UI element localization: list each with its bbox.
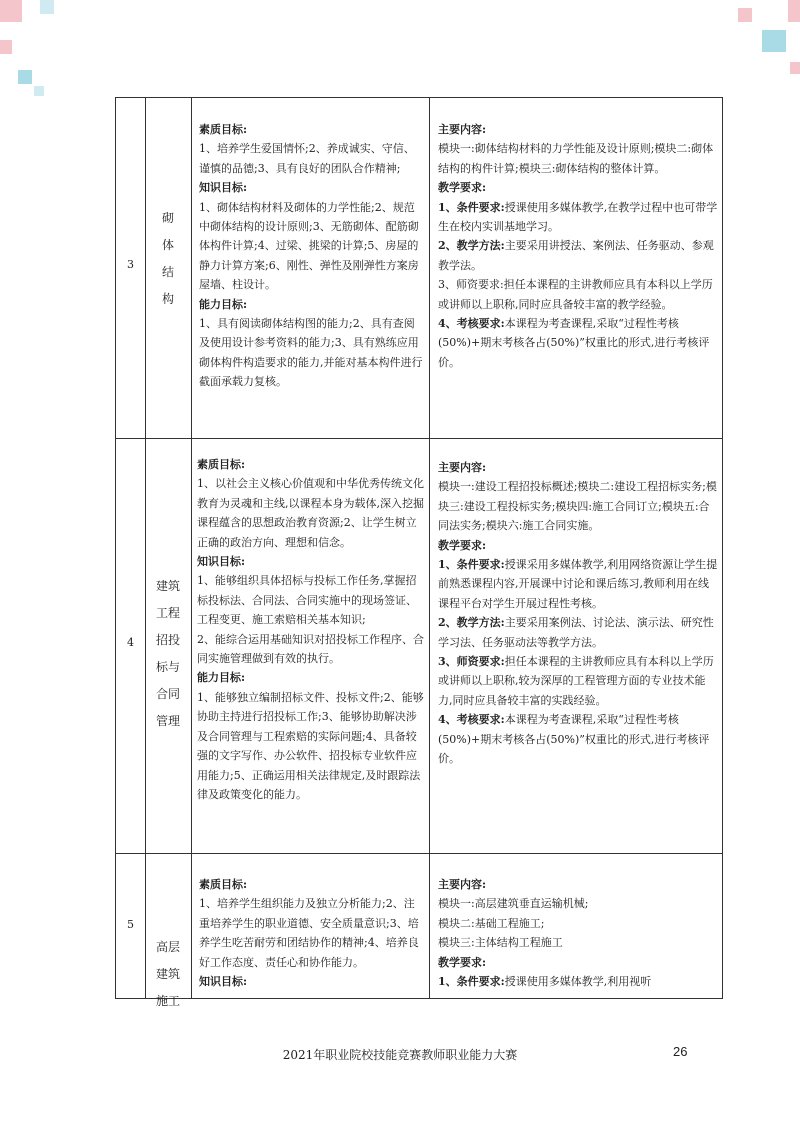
row-divider [116, 438, 722, 439]
pixel-block [788, 0, 800, 22]
section-heading: 主要内容: [438, 878, 487, 891]
course-title-char: 建筑 [155, 579, 180, 593]
course-title [145, 573, 191, 735]
paragraph-text: 1、砌体结构材料及砌体的力学性能;2、规范中砌体结构的设计原则;3、无筋砌体、配筋砌体构件计算;4、过梁、挑梁的计算;5、房屋的静力计算方案;6、刚性、弹性及刚弹性方案房屋墙、柱设计。 [199, 200, 419, 292]
course-content-cell [438, 875, 718, 991]
paragraph-lead: 3、师资要求: [438, 655, 505, 669]
course-title-char: 建筑 [155, 967, 180, 981]
paragraph [199, 314, 424, 392]
section-heading: 素质目标: [199, 123, 248, 136]
paragraph-lead: 4、考核要求: [438, 713, 505, 727]
paragraph [199, 894, 424, 972]
paragraph [438, 314, 718, 372]
paragraph-text: 主要采用讲授法、案例法、任务驱动、参观教学法。 [438, 239, 714, 272]
section-heading: 能力目标: [199, 297, 248, 311]
paragraph [438, 894, 718, 913]
paragraph-lead: 1、条件要求: [438, 200, 505, 214]
section-heading: 素质目标: [199, 878, 248, 891]
paragraph-lead: 2、教学方法: [438, 616, 505, 630]
paragraph-text: 1、具有阅读砌体结构图的能力;2、具有查阅及使用设计参考资料的能力;3、具有熟练应用砌体构件构造要求的能力,并能对基本构件进行截面承载力复核。 [199, 317, 423, 389]
row-number: 5 [127, 918, 134, 931]
course-title-char: 管理 [155, 714, 180, 728]
course-content-cell [438, 120, 718, 372]
paragraph-lead: 4、考核要求: [438, 317, 505, 331]
row-number: 4 [127, 636, 134, 649]
column-divider [191, 98, 192, 998]
section-heading: 教学要求: [438, 955, 487, 969]
course-table [115, 97, 723, 1008]
pixel-block [18, 70, 32, 84]
paragraph [438, 477, 718, 535]
pixel-block [0, 40, 12, 54]
paragraph [438, 198, 718, 237]
pixel-block [0, 0, 22, 22]
paragraph-text: 模块一:建设工程招投标概述;模块二:建设工程招标实务;模块三:建设工程投标实务;模块四:施工合同订立;模块五:合同法实务;模块六:施工合同实施。 [438, 480, 717, 533]
course-title-char: 标与 [155, 660, 180, 674]
page-number: 26 [673, 1044, 688, 1059]
paragraph [438, 555, 718, 613]
section-heading: 主要内容: [438, 123, 487, 136]
paragraph-text: 模块一:高层建筑垂直运输机械; [438, 897, 589, 911]
pixel-block [790, 62, 800, 74]
paragraph-text: 授课使用多媒体教学,利用视听 [504, 975, 652, 989]
section-heading: 能力目标: [197, 671, 246, 685]
row-divider [116, 853, 722, 854]
course-objectives-cell [199, 875, 424, 991]
section-heading: 知识目标: [199, 181, 248, 195]
paragraph-lead: 1、条件要求: [438, 558, 505, 572]
page-footer: 2021年职业院校技能竞赛教师职业能力大赛 [282, 1048, 518, 1062]
paragraph-text: 1、能够独立编制招标文件、投标文件;2、能够协助主持进行招投标工作;3、能够协助解决涉及合同管理与工程索赔的实际问题;4、具备较强的文字写作、办公软件、招投标专业软件应用能力;5、正确运用相关法律规定,及时跟踪法律及政策变化的能力。 [197, 690, 424, 801]
paragraph-text: 授课采用多媒体教学,利用网络资源让学生提前熟悉课程内容,开展课中讨论和课后练习,教师利用在线课程平台对学生开展过程性考核。 [438, 558, 718, 610]
course-title-char: 体 [161, 238, 174, 252]
paragraph-lead: 1、条件要求: [438, 975, 505, 989]
paragraph-text: 2、能综合运用基础知识对招投标工作程序、合同实施管理做到有效的执行。 [197, 632, 424, 666]
paragraph-text: 1、以社会主义核心价值观和中华优秀传统文化教育为灵魂和主线,以课程本身为载体,深入挖掘课程蕴含的思想政治教育资源;2、让学生树立正确的政治方向、理想和信念。 [197, 477, 424, 549]
paragraph [438, 933, 718, 952]
pixel-block [738, 8, 752, 22]
paragraph-text: 1、能够组织具体招标与投标工作任务,掌握招标投标法、合同法、合同实施中的现场签证、工程变更、施工索赔相关基本知识; [197, 574, 417, 627]
paragraph [199, 139, 424, 178]
section-heading: 教学要求: [438, 181, 487, 195]
section-heading: 知识目标: [199, 975, 248, 989]
pixel-block [34, 86, 44, 96]
paragraph-text: 本课程为考查课程,采取“过程性考核(50%)+期末考核各占(50%)”权重比的形式,进行考核评价。 [438, 317, 710, 369]
course-title [145, 205, 191, 313]
pixel-block [762, 30, 786, 52]
paragraph [438, 652, 718, 710]
section-heading: 知识目标: [197, 555, 246, 569]
course-title-char: 工程 [155, 606, 180, 620]
course-title-char: 砌 [161, 211, 174, 225]
paragraph [199, 198, 424, 295]
row-number: 3 [127, 258, 134, 271]
course-title-char: 招投 [155, 633, 180, 647]
paragraph [197, 688, 424, 804]
paragraph-text: 授课使用多媒体教学,在教学过程中也可带学生在校内实训基地学习。 [438, 200, 718, 234]
column-divider [429, 98, 430, 998]
paragraph [438, 914, 718, 933]
course-title-char: 高层 [155, 940, 180, 954]
paragraph [438, 139, 718, 178]
paragraph-text: 主要采用案例法、讨论法、演示法、研究性学习法、任务驱动法等教学方法。 [438, 616, 714, 649]
paragraph-text: 本课程为考查课程,采取“过程性考核(50%)+期末考核各占(50%)”权重比的形式,进行考核评价。 [438, 713, 710, 766]
section-heading: 素质目标: [197, 458, 246, 471]
paragraph-text: 1、培养学生爱国情怀;2、养成诚实、守信、谨慎的品德;3、具有良好的团队合作精神; [199, 142, 415, 175]
course-title-char: 施工 [155, 994, 180, 1008]
paragraph-text: 1、培养学生组织能力及独立分析能力;2、注重培养学生的职业道德、安全质量意识;3、培养学生吃苦耐劳和团结协作的精神;4、培养良好工作态度、责任心和协作能力。 [199, 897, 419, 969]
paragraph [197, 571, 424, 629]
paragraph [438, 710, 718, 768]
course-title-char: 结 [161, 265, 174, 279]
paragraph-lead: 2、教学方法: [438, 239, 505, 253]
course-title [145, 934, 191, 1015]
course-title-char: 合同 [155, 687, 180, 701]
paragraph [197, 630, 424, 669]
paragraph-text: 担任本课程的主讲教师应具有本科以上学历或讲师以上职称,较为深厚的工程管理方面的专业技术能力,同时应具备较丰富的实践经验。 [438, 655, 714, 707]
course-content-cell [438, 458, 718, 769]
course-objectives-cell [197, 455, 424, 804]
section-heading: 主要内容: [438, 461, 487, 474]
paragraph [438, 275, 718, 314]
paragraph [438, 972, 718, 991]
section-heading: 教学要求: [438, 538, 487, 552]
paragraph [197, 474, 424, 552]
course-title-char: 构 [161, 292, 174, 306]
pixel-block [40, 0, 54, 14]
paragraph-text: 模块二:基础工程施工; [438, 916, 545, 930]
paragraph-text: 3、师资要求:担任本课程的主讲教师应具有本科以上学历或讲师以上职称,同时应具备较丰富的教学经验。 [438, 278, 713, 311]
course-objectives-cell [199, 120, 424, 392]
paragraph-text: 模块三:主体结构工程施工 [438, 936, 563, 950]
paragraph [438, 236, 718, 275]
paragraph-text: 模块一:砌体结构材料的力学性能及设计原则;模块二:砌体结构的构件计算;模块三:砌体结构的整体计算。 [438, 142, 714, 175]
paragraph [438, 613, 718, 652]
